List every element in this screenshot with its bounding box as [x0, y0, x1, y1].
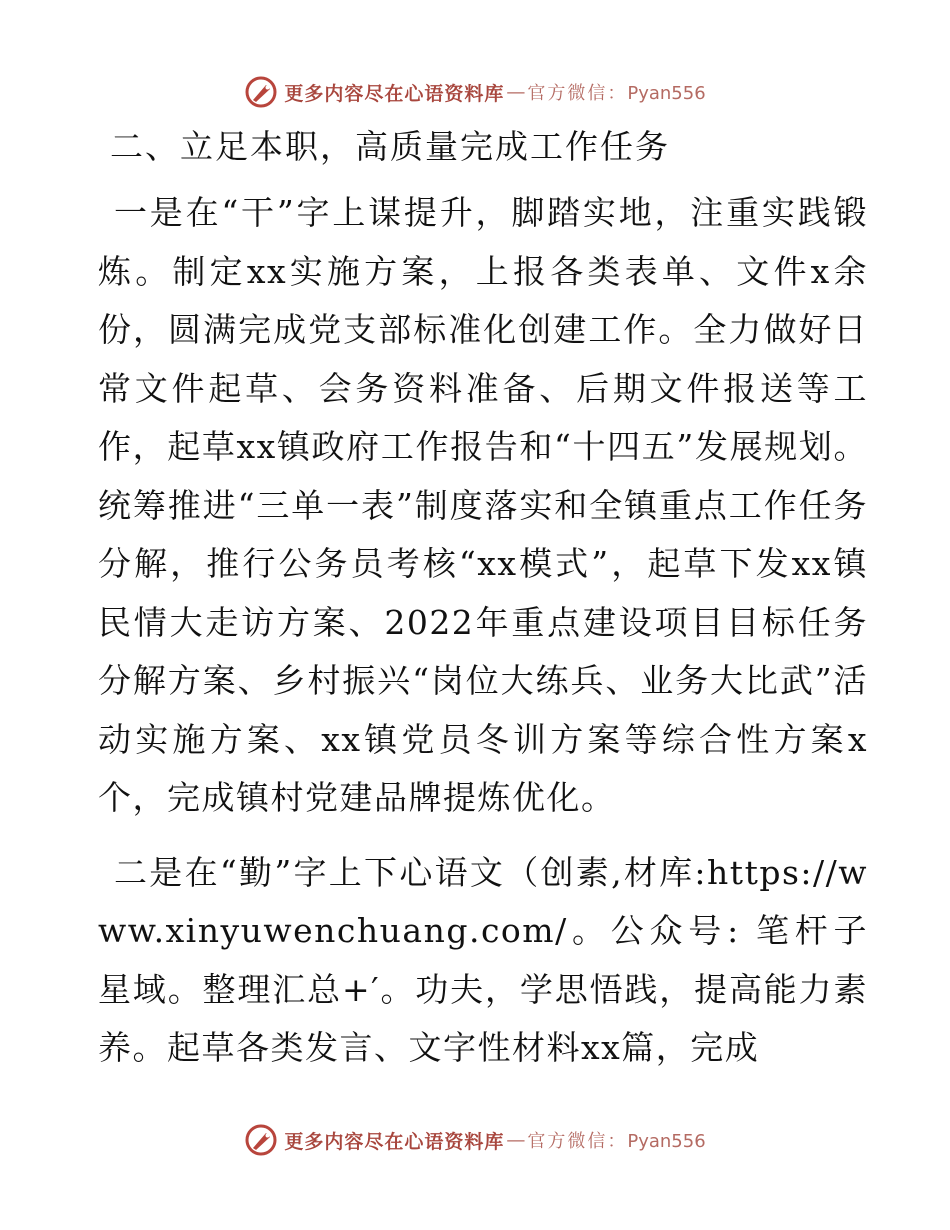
document-body: [98, 122, 868, 1078]
watermark-dash: —: [506, 81, 526, 103]
section-heading: 二、立足本职，高质量完成工作任务: [110, 127, 670, 166]
paragraph-2: 二是在“勤”字上下心语文（创素,材库:https://www.xinyuwenchuang.com/。公众号: 笔杆子星域。整理汇总+′。功夫，学思悟践，提高能力素养。起草各类发言、文字性材料xx篇，完成: [98, 852, 868, 1067]
watermark-banner-top: [0, 72, 950, 112]
watermark-wechat-label: 官方微信：: [527, 83, 628, 104]
watermark-dash: —: [506, 1129, 526, 1151]
watermark-text: 更多内容尽在心语资料库: [284, 82, 505, 105]
watermark-wechat-id: Pyan556: [627, 1131, 706, 1152]
pen-nib-logo-icon: [244, 75, 278, 109]
watermark-wechat: [527, 79, 705, 105]
watermark-wechat: [527, 1127, 705, 1153]
watermark-wechat-id: Pyan556: [627, 83, 706, 104]
watermark-wechat-label: 官方微信：: [527, 1131, 628, 1152]
watermark-banner-bottom: [0, 1120, 950, 1160]
watermark-text: 更多内容尽在心语资料库: [284, 1130, 505, 1153]
paragraph-1: 一是在“干”字上谋提升，脚踏实地，注重实践锻炼。制定xx实施方案，上报各类表单、文件x余份，圆满完成党支部标准化创建工作。全力做好日常文件起草、会务资料准备、后期文件报送等工作，起草xx镇政府工作报告和“十四五”发展规划。统筹推进“三单一表”制度落实和全镇重点工作任务分解，推行公务员考核“xx模式”，起草下发xx镇民情大走访方案、2022年重点建设项目目标任务分解方案、乡村振兴“岗位大练兵、业务大比武”活动实施方案、xx镇党员冬训方案等综合性方案x个，完成镇村党建品牌提炼优化。: [98, 193, 868, 817]
pen-nib-logo-icon: [244, 1123, 278, 1157]
